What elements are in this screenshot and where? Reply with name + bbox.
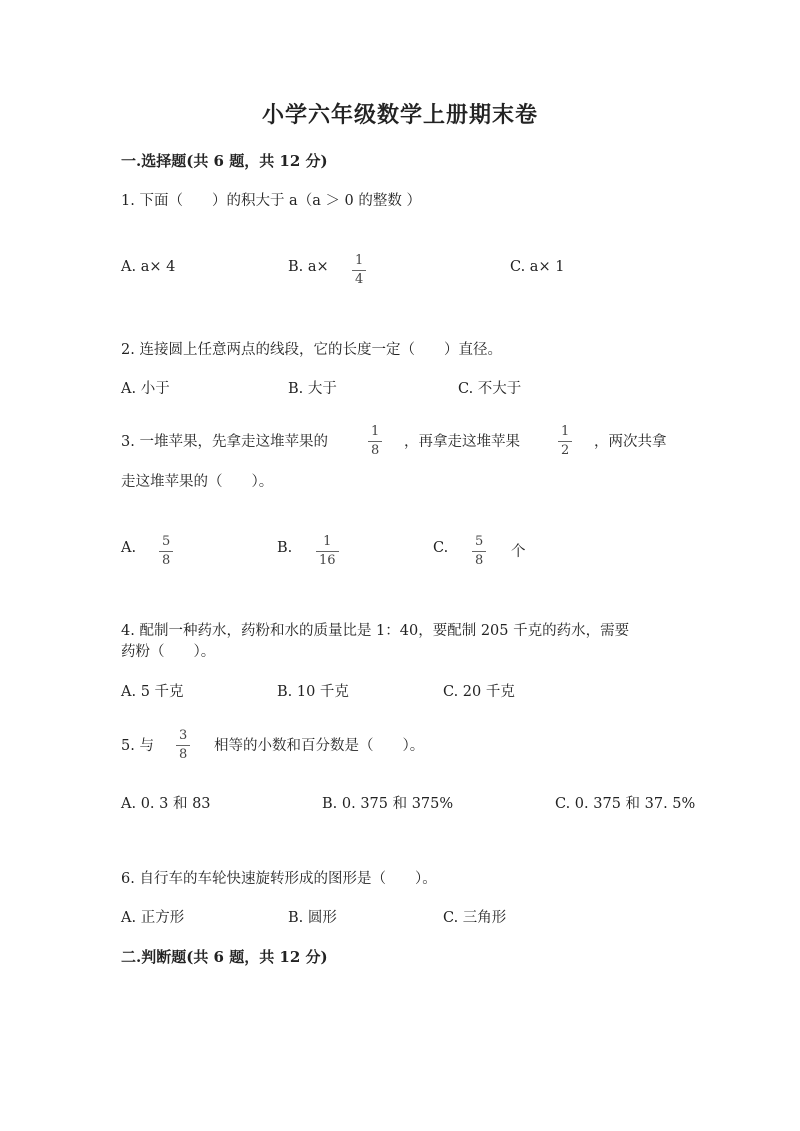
q1-option-a: A. a× 4 (121, 259, 176, 275)
fraction-bar (558, 441, 572, 442)
q6-option-a: A. 正方形 (121, 910, 185, 926)
q4-option-b: B. 10 千克 (277, 684, 349, 700)
section-1-heading: 一.选择题(共 6 题，共 12 分) (121, 152, 328, 170)
q6-option-c: C. 三角形 (443, 910, 507, 926)
q5-stem-prefix: 5. 与 (121, 738, 154, 754)
fraction-denominator: 4 (355, 272, 364, 287)
q3-fraction-1 (368, 424, 382, 459)
q3-option-b: B. (277, 540, 293, 556)
q6-option-b: B. 圆形 (288, 910, 337, 926)
q2-option-c: C. 不大于 (458, 381, 522, 397)
q3-stem-part2: ，再拿走这堆苹果 (404, 434, 520, 450)
q4-stem-line2: 药粉（ ）。 (121, 644, 216, 660)
fraction-denominator: 16 (319, 553, 336, 568)
fraction-numerator: 3 (179, 728, 188, 743)
q3-stem-part1: 3. 一堆苹果，先拿走这堆苹果的 (121, 434, 328, 450)
fraction-bar (368, 441, 382, 442)
q2-option-a: A. 小于 (121, 381, 170, 397)
q3-option-a: A. (121, 540, 137, 556)
q1-option-c: C. a× 1 (510, 259, 565, 275)
fraction-denominator: 8 (179, 747, 188, 762)
fraction-numerator: 1 (323, 534, 332, 549)
q6-stem: 6. 自行车的车轮快速旋转形成的图形是（ ）。 (121, 871, 437, 887)
q3-option-c-unit: 个 (511, 544, 526, 560)
q2-stem: 2. 连接圆上任意两点的线段，它的长度一定（ ）直径。 (121, 342, 502, 358)
q1-option-b-fraction (352, 253, 366, 288)
q5-option-a: A. 0. 3 和 83 (121, 796, 211, 812)
fraction-bar (159, 551, 173, 552)
q5-option-b: B. 0. 375 和 375% (322, 796, 454, 812)
q1-stem: 1. 下面（ ）的积大于 a（a ＞ 0 的整数 ） (121, 193, 422, 209)
q1-option-b: B. a× (288, 259, 329, 275)
q4-option-c: C. 20 千克 (443, 684, 515, 700)
q4-option-a: A. 5 千克 (121, 684, 184, 700)
fraction-numerator: 1 (561, 424, 570, 439)
q3-fraction-2 (558, 424, 572, 459)
q2-option-b: B. 大于 (288, 381, 337, 397)
fraction-numerator: 1 (371, 424, 380, 439)
fraction-numerator: 5 (475, 534, 484, 549)
page-title: 小学六年级数学上册期末卷 (261, 102, 538, 128)
fraction-numerator: 1 (355, 253, 364, 268)
fraction-denominator: 8 (162, 553, 171, 568)
fraction-bar (176, 745, 190, 746)
q3-option-a-fraction (159, 534, 173, 569)
q5-option-c: C. 0. 375 和 37. 5% (555, 796, 696, 812)
fraction-denominator: 2 (561, 443, 570, 458)
q5-stem-suffix: 相等的小数和百分数是（ ）。 (214, 738, 425, 754)
q3-option-c: C. (433, 540, 449, 556)
fraction-denominator: 8 (475, 553, 484, 568)
fraction-numerator: 5 (162, 534, 171, 549)
fraction-denominator: 8 (371, 443, 380, 458)
q3-stem-line2: 走这堆苹果的（ ）。 (121, 474, 274, 490)
section-2-heading: 二.判断题(共 6 题，共 12 分) (121, 948, 328, 966)
q5-fraction (176, 728, 190, 763)
q4-stem-line1: 4. 配制一种药水，药粉和水的质量比是 1：40，要配制 205 千克的药水，需要 (121, 623, 630, 639)
fraction-bar (472, 551, 486, 552)
q3-stem-part3: ，两次共拿 (594, 434, 667, 450)
q3-option-b-fraction (316, 534, 339, 569)
fraction-bar (352, 270, 366, 271)
q3-option-c-fraction (472, 534, 486, 569)
fraction-bar (316, 551, 339, 552)
